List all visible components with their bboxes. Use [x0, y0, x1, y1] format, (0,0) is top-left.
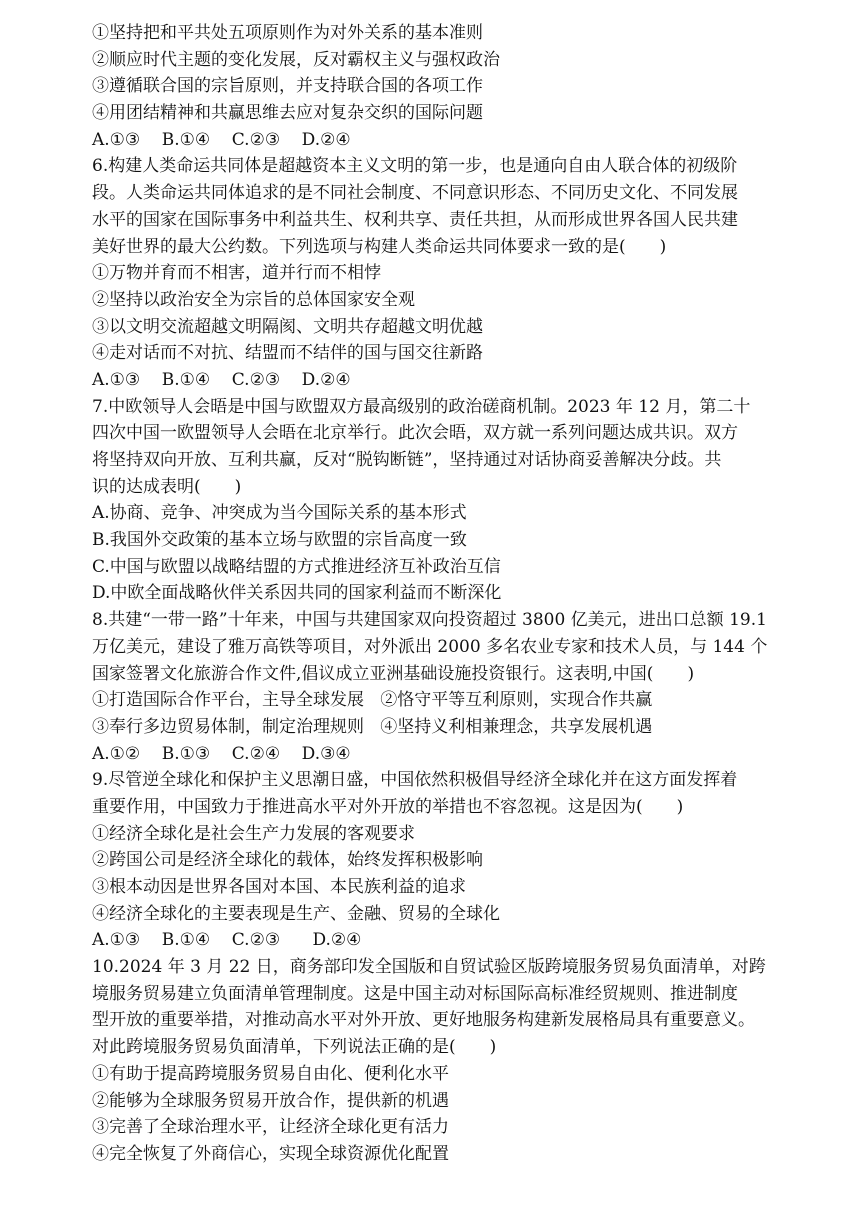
option-line: ③完善了全球治理水平，让经济全球化更有活力 [92, 1117, 449, 1138]
option-line: ②跨国公司是经济全球化的载体，始终发挥积极影响 [92, 850, 483, 871]
question-10-stem: 10.2024 年 3 月 22 日，商务部印发全国版和自贸试验区版跨境服务贸易负面清单，对跨 [92, 957, 766, 978]
question-7-stem: 识的达成表明( ) [92, 476, 242, 497]
answer-option: B.我国外交政策的基本立场与欧盟的宗旨高度一致 [92, 530, 467, 551]
option-line: ②坚持以政治安全为宗旨的总体国家安全观 [92, 289, 415, 310]
question-6-stem: 美好世界的最大公约数。下列选项与构建人类命运共同体要求一致的是( ) [92, 236, 667, 257]
question-8-stem: 8.共建“一带一路”十年来，中国与共建国家双向投资超过 3800 亿美元，进出口总额 19.1 [92, 610, 767, 631]
answer-choices: A.①② B.①③ C.②④ D.③④ [92, 743, 351, 764]
question-10-stem: 对此跨境服务贸易负面清单，下列说法正确的是( ) [92, 1037, 497, 1058]
question-6-stem: 6.构建人类命运共同体是超越资本主义文明的第一步，也是通向自由人联合体的初级阶 [92, 156, 738, 177]
option-line: ①经济全球化是社会生产力发展的客观要求 [92, 823, 415, 844]
answer-choices: A.①③ B.①④ C.②③ D.②④ [92, 930, 362, 951]
answer-choices: A.①③ B.①④ C.②③ D.②④ [92, 369, 351, 390]
question-9-stem: 重要作用，中国致力于推进高水平对外开放的举措也不容忽视。这是因为( ) [92, 796, 684, 817]
question-10-stem: 境服务贸易建立负面清单管理制度。这是中国主动对标国际高标准经贸规则、推进制度 [92, 983, 738, 1004]
question-8-stem: 国家签署文化旅游合作文件,倡议成立亚洲基础设施投资银行。这表明,中国( ) [92, 663, 695, 684]
option-line: ④完全恢复了外商信心，实现全球资源优化配置 [92, 1143, 449, 1164]
option-line: ③根本动因是世界各国对本国、本民族利益的追求 [92, 877, 466, 897]
option-line: ①坚持把和平共处五项原则作为对外关系的基本准则 [92, 23, 483, 43]
option-line: ①万物并育而不相害，道并行而不相悖 [92, 263, 381, 284]
exam-page [92, 20, 782, 1168]
option-line: ④走对话而不对抗、结盟而不结伴的国与国交往新路 [92, 343, 483, 364]
option-line: ①有助于提高跨境服务贸易自由化、便利化水平 [92, 1063, 449, 1084]
option-line: ②顺应时代主题的变化发展，反对霸权主义与强权政治 [92, 49, 500, 70]
option-line: ③遵循联合国的宗旨原则，并支持联合国的各项工作 [92, 76, 483, 97]
question-6-stem: 水平的国家在国际事务中利益共生、权利共享、责任共担，从而形成世界各国人民共建 [92, 209, 738, 230]
question-7-stem: 7.中欧领导人会晤是中国与欧盟双方最高级别的政治磋商机制。2023 年 12 月，第二十 [92, 396, 751, 417]
question-7-stem: 四次中国一欧盟领导人会晤在北京举行。此次会晤，双方就一系列问题达成共识。双方 [92, 423, 738, 444]
question-6-stem: 段。人类命运共同体追求的是不同社会制度、不同意识形态、不同历史文化、不同发展 [92, 183, 738, 204]
question-10-stem: 型开放的重要举措，对推动高水平对外开放、更好地服务构建新发展格局具有重要意义。 [92, 1010, 755, 1031]
option-line: ③奉行多边贸易体制，制定治理规则 ④坚持义利相兼理念，共享发展机遇 [92, 716, 653, 737]
option-line: ④经济全球化的主要表现是生产、金融、贸易的全球化 [92, 903, 500, 924]
option-line: ①打造国际合作平台，主导全球发展 ②恪守平等互利原则，实现合作共赢 [92, 690, 653, 711]
answer-option: A.协商、竞争、冲突成为当今国际关系的基本形式 [92, 503, 467, 524]
answer-choices: A.①③ B.①④ C.②③ D.②④ [92, 129, 351, 150]
answer-option: C.中国与欧盟以战略结盟的方式推进经济互补政治互信 [92, 556, 501, 577]
option-line: ③以文明交流超越文明隔阂、文明共存超越文明优越 [92, 316, 483, 337]
question-8-stem: 万亿美元，建设了雅万高铁等项目，对外派出 2000 多名农业专家和技术人员，与 144 个 [92, 636, 768, 657]
option-line: ②能够为全球服务贸易开放合作，提供新的机遇 [92, 1090, 449, 1111]
option-line: ④用团结精神和共赢思维去应对复杂交织的国际问题 [92, 103, 483, 124]
question-7-stem: 将坚持双向开放、互利共赢，反对“脱钩断链”，坚持通过对话协商妥善解决分歧。共 [92, 450, 722, 470]
question-9-stem: 9.尽管逆全球化和保护主义思潮日盛，中国依然积极倡导经济全球化并在这方面发挥着 [92, 770, 738, 791]
answer-option: D.中欧全面战略伙伴关系因共同的国家利益而不断深化 [92, 583, 502, 604]
